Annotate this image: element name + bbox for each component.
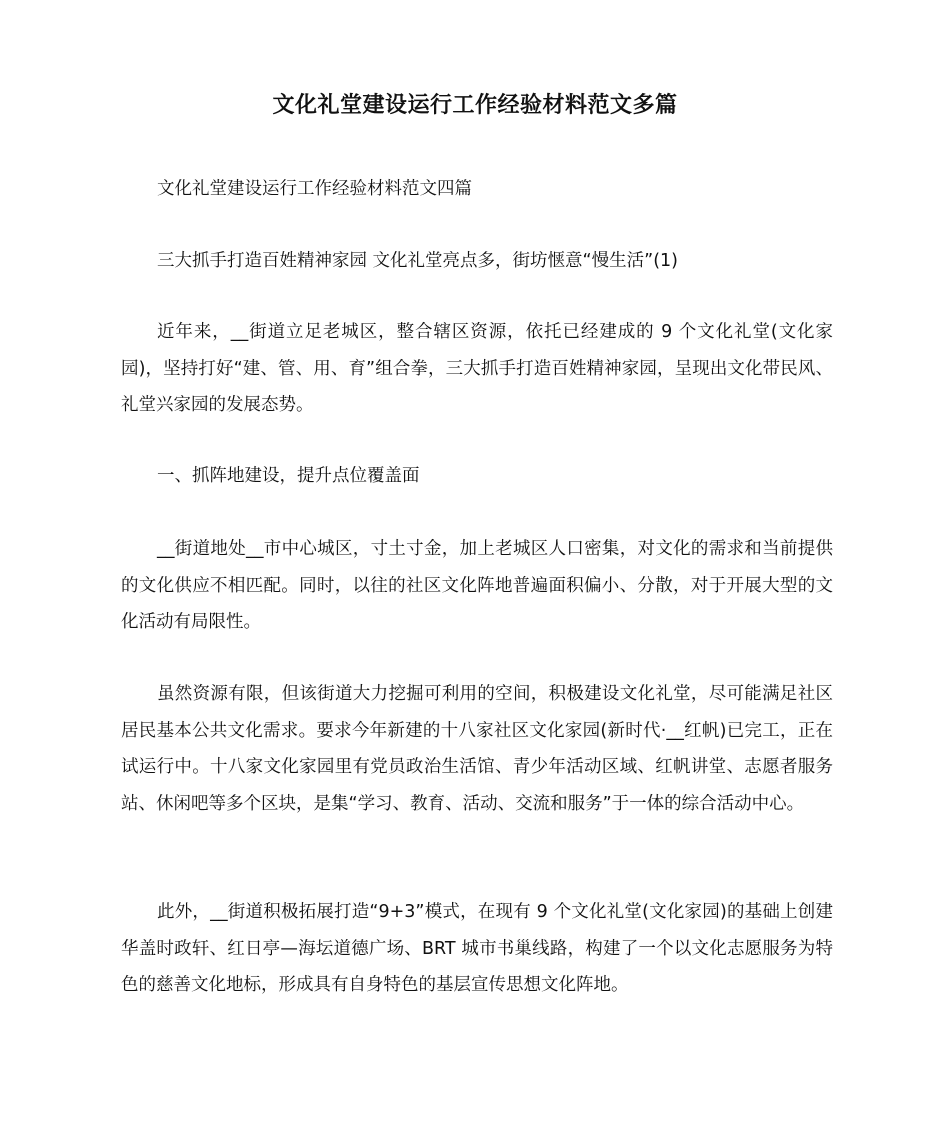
section-heading-paragraph: 一、抓阵地建设，提升点位覆盖面: [157, 466, 420, 486]
subtitle-paragraph: 文化礼堂建设运行工作经验材料范文四篇: [157, 179, 472, 199]
body-paragraph: 虽然资源有限，但该街道大力挖掘可利用的空间，积极建设文化礼堂，尽可能满足社区居民基本公共文化需求。要求今年新建的十八家社区文化家园(新时代·__红帆)已完工，正在试运行中。十八家文化家园里有党员政治生活馆、青少年活动区域、红帆讲堂、志愿者服务站、休闲吧等多个区块，是集“学习、教育、活动、交流和服务”于一体的综合活动中心。: [121, 684, 833, 814]
document-title: 文化礼堂建设运行工作经验材料范文多篇: [272, 93, 678, 118]
headline-paragraph: 三大抓手打造百姓精神家园 文化礼堂亮点多，街坊惬意“慢生活”(1): [157, 251, 678, 271]
body-paragraph: __街道地处__市中心城区，寸土寸金，加上老城区人口密集，对文化的需求和当前提供的文化供应不相匹配。同时，以往的社区文化阵地普遍面积偏小、分散，对于开展大型的文化活动有局限性。: [121, 539, 833, 632]
intro-paragraph: 近年来，__街道立足老城区，整合辖区资源，依托已经建成的 9 个文化礼堂(文化家园)，坚持打好“建、管、用、育”组合拳，三大抓手打造百姓精神家园，呈现出文化带民风、礼堂兴家园的发展态势。: [121, 322, 833, 415]
body-paragraph: 此外，__街道积极拓展打造“9+3”模式，在现有 9 个文化礼堂(文化家园)的基础上创建华盖时政轩、红日亭—海坛道德广场、BRT 城市书巢线路，构建了一个以文化志愿服务为特色的慈善文化地标，形成具有自身特色的基层宣传思想文化阵地。: [121, 902, 833, 995]
